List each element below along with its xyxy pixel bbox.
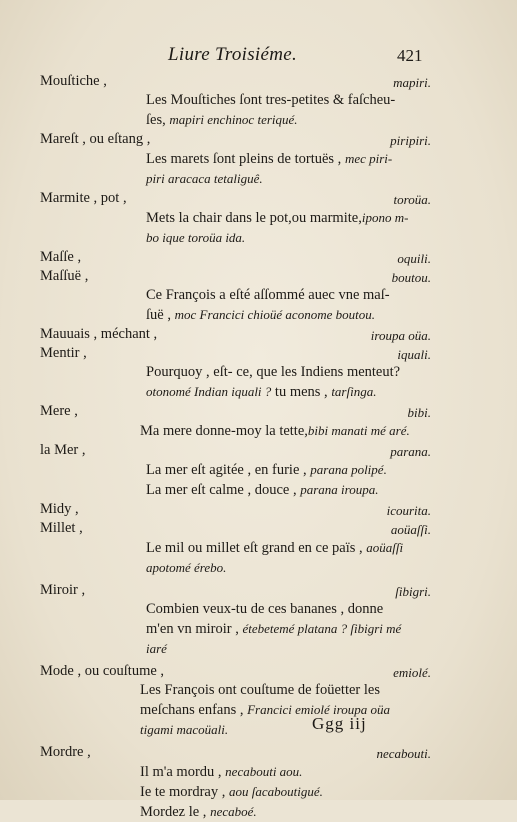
gloss: boutou. <box>391 270 431 285</box>
example: Le mil ou millet eſt grand en ce païs , aoüaſſi <box>146 540 404 556</box>
example: Les Mouſtiches ſont tres-petites & faſcheu- <box>146 92 396 108</box>
entry-masse <box>0 248 517 267</box>
dictionary-body <box>0 72 517 822</box>
gloss: parana. <box>390 444 431 459</box>
example: Mets la chair dans le pot,ou marmite,ipono m- <box>146 210 409 226</box>
example: Ie te mordray , aou ſacaboutigué. <box>140 784 323 800</box>
term: Maſſe , <box>40 249 82 265</box>
example: Ma mere donne-moy la tette,bibi manati mé aré. <box>140 423 410 439</box>
entry-mentir <box>0 344 517 402</box>
entry-massue <box>0 267 517 325</box>
gloss: toroüa. <box>393 192 431 207</box>
example-continuation: bo ique toroüa ida. <box>146 230 246 245</box>
term: Millet , <box>40 520 83 536</box>
gloss: piripiri. <box>390 133 431 148</box>
entry-midy <box>0 500 517 519</box>
example: La mer eſt agitée , en furie , parana polipé. <box>146 462 387 478</box>
example: Pourquoy , eſt- ce, que les Indiens menteut? <box>146 364 401 380</box>
entry-millet <box>0 519 517 578</box>
example: La mer eſt calme , douce , parana iroupa. <box>146 482 379 498</box>
term: Mauuais , méchant , <box>40 326 158 342</box>
gloss: icourita. <box>386 503 431 518</box>
entry-mere <box>0 402 517 441</box>
entry-mode <box>0 662 517 740</box>
term: Mordre , <box>40 744 91 760</box>
term: Mareſt , ou eſtang , <box>40 131 151 147</box>
term: Mouſtiche , <box>40 73 107 89</box>
example-continuation: ſes, mapiri enchinoc teriqué. <box>146 112 298 128</box>
entry-mordre <box>0 743 517 822</box>
term: Mentir , <box>40 345 87 361</box>
entry-marmite <box>0 189 517 248</box>
example: Les marets ſont pleins de tortuës , mec piri- <box>146 151 393 167</box>
running-title: Liure Troisiéme. <box>168 44 298 65</box>
example-continuation: tigami macoüali. <box>140 722 229 737</box>
gloss: oquili. <box>397 251 431 266</box>
example-continuation: apotomé érebo. <box>146 560 227 575</box>
signature-mark: Ggg iij <box>312 714 367 733</box>
gloss: iroupa oüa. <box>370 328 431 343</box>
entry-mauuais <box>0 325 517 344</box>
gloss: aoüaſſi. <box>390 522 431 537</box>
example: Il m'a mordu , necabouti aou. <box>140 764 303 780</box>
example-continuation: ſuë , moc Francici chioüé aconome boutou. <box>146 307 375 323</box>
term: Miroir , <box>40 582 86 598</box>
example-continuation: meſchans enfans , Francici emiolé iroupa oüa <box>140 702 390 718</box>
example-continuation: piri aracaca tetaliguê. <box>146 171 263 186</box>
term: la Mer , <box>40 442 86 458</box>
example-continuation: iaré <box>146 641 167 656</box>
entry-miroir <box>0 581 517 659</box>
example-continuation: m'en vn miroir , étebetemé platana ? ſibigri mé <box>146 621 402 637</box>
entry-marest <box>0 130 517 189</box>
term: Marmite , pot , <box>40 190 127 206</box>
example: Les François ont couſtume de foüetter les <box>140 682 380 698</box>
example: Ce François a eſté aſſommé auec vne maſ- <box>146 287 390 303</box>
gloss: mapiri. <box>393 75 431 90</box>
term: Midy , <box>40 501 79 517</box>
term: Mere , <box>40 403 78 419</box>
gloss: emiolé. <box>393 665 431 680</box>
gloss: ſibigri. <box>395 584 431 599</box>
example: Mordez le , necaboé. <box>140 804 257 820</box>
term: Mode , ou couſtume , <box>40 663 165 679</box>
entry-moustiche <box>0 72 517 130</box>
gloss: necabouti. <box>376 746 431 761</box>
term: Maſſuë , <box>40 268 89 284</box>
entry-la-mer <box>0 441 517 500</box>
example: Combien veux-tu de ces bananes , donne <box>146 601 384 617</box>
gloss: iquali. <box>397 347 431 362</box>
example-continuation: otonomé Indian iquali ? tu mens , tarſinga. <box>146 384 377 400</box>
page-number: 421 <box>397 46 423 65</box>
page-header <box>0 44 517 70</box>
gloss: bibi. <box>407 405 431 420</box>
